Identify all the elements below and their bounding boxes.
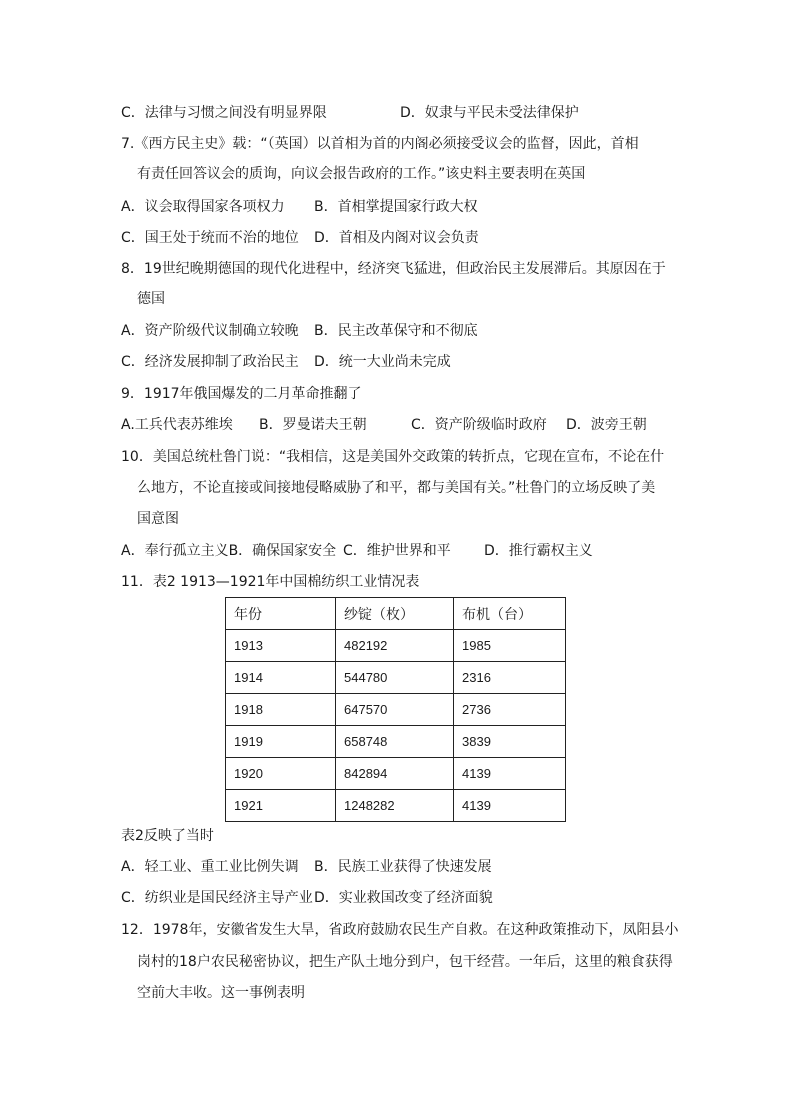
- question-9-line-1: 9．1917年俄国爆发的二月革命推翻了: [121, 386, 362, 402]
- column-header-year: 年份: [226, 598, 336, 630]
- question-10-line-3: 国意图: [137, 511, 179, 527]
- table-cell: 1248282: [336, 790, 454, 822]
- table-cell: 647570: [336, 694, 454, 726]
- option-11c: C．纺织业是国民经济主导产业: [121, 890, 313, 906]
- table-row: [226, 758, 566, 790]
- option-11a: A．轻工业、重工业比例失调: [121, 859, 299, 875]
- question-7-line-1: 7.《西方民主史》载：“（英国）以首相为首的内阁必须接受议会的监督，因此，首相: [121, 136, 639, 152]
- table-row: [226, 630, 566, 662]
- table-cell: 2736: [454, 694, 566, 726]
- table-row: [226, 662, 566, 694]
- table-cell: 1918: [226, 694, 336, 726]
- table-cell: 482192: [336, 630, 454, 662]
- option-6d: D．奴隶与平民未受法律保护: [400, 105, 579, 121]
- column-header-looms: 布机（台）: [454, 598, 566, 630]
- option-9a: A.工兵代表苏维埃: [121, 417, 233, 433]
- option-8b: B．民主改革保守和不彻底: [314, 323, 478, 339]
- option-8d: D．统一大业尚未完成: [314, 354, 451, 370]
- table-cell: 658748: [336, 726, 454, 758]
- table-cell: 1921: [226, 790, 336, 822]
- option-10ab: A．奉行孤立主义B．确保国家安全: [121, 543, 337, 559]
- question-7-line-2: 有责任回答议会的质询，向议会报告政府的工作。”该史料主要表明在英国: [137, 166, 586, 182]
- table-cell: 4139: [454, 758, 566, 790]
- table-cell: 2316: [454, 662, 566, 694]
- question-12-line-1: 12．1978年，安徽省发生大旱，省政府鼓励农民生产自救。在这种政策推动下，凤阳县小: [121, 922, 679, 938]
- table-cell: 544780: [336, 662, 454, 694]
- table-row: [226, 726, 566, 758]
- table-cell: 1920: [226, 758, 336, 790]
- question-12-line-3: 空前大丰收。这一事例表明: [137, 985, 305, 1001]
- option-7a: A．议会取得国家各项权力: [121, 199, 285, 215]
- option-7d: D．首相及内阁对议会负责: [314, 230, 479, 246]
- table-row: [226, 694, 566, 726]
- question-11-stem: 表2反映了当时: [121, 828, 214, 844]
- table-row: [226, 790, 566, 822]
- option-9d: D．波旁王朝: [566, 417, 647, 433]
- option-9c: C．资产阶级临时政府: [411, 417, 547, 433]
- question-10-line-1: 10．美国总统杜鲁门说：“我相信，这是美国外交政策的转折点，它现在宣布，不论在什: [121, 449, 665, 465]
- table-cell: 4139: [454, 790, 566, 822]
- question-10-line-2: 么地方，不论直接或间接地侵略威胁了和平，都与美国有关。”杜鲁门的立场反映了美: [137, 480, 656, 496]
- option-8a: A．资产阶级代议制确立较晚: [121, 323, 299, 339]
- table-cell: 1985: [454, 630, 566, 662]
- table-cell: 842894: [336, 758, 454, 790]
- option-7b: B．首相掌提国家行政大权: [314, 199, 478, 215]
- option-11b: B．民族工业获得了快速发展: [314, 859, 492, 875]
- table-cell: 3839: [454, 726, 566, 758]
- table-cell: 1914: [226, 662, 336, 694]
- cotton-industry-table: [225, 597, 566, 822]
- option-9b: B．罗曼诺夫王朝: [259, 417, 367, 433]
- column-header-spindles: 纱锭（枚）: [336, 598, 454, 630]
- option-10c: C．维护世界和平: [343, 543, 451, 559]
- question-8-line-2: 德国: [137, 291, 165, 307]
- option-8c: C．经济发展抑制了政治民主: [121, 354, 299, 370]
- option-7c: C．国王处于统而不治的地位: [121, 230, 299, 246]
- question-11-caption: 11．表2 1913—1921年中国棉纺织工业情况表: [121, 574, 420, 590]
- table-header-row: [226, 598, 566, 630]
- option-6c: C．法律与习惯之间没有明显界限: [121, 105, 327, 121]
- question-12-line-2: 岗村的18户农民秘密协议，把生产队土地分到户，包干经营。一年后，这里的粮食获得: [137, 954, 673, 970]
- option-10d: D．推行霸权主义: [484, 543, 593, 559]
- question-8-line-1: 8．19世纪晚期德国的现代化进程中，经济突飞猛进，但政治民主发展滞后。其原因在于: [121, 261, 666, 277]
- table-cell: 1919: [226, 726, 336, 758]
- table-cell: 1913: [226, 630, 336, 662]
- option-11d: D．实业救国改变了经济面貌: [314, 890, 493, 906]
